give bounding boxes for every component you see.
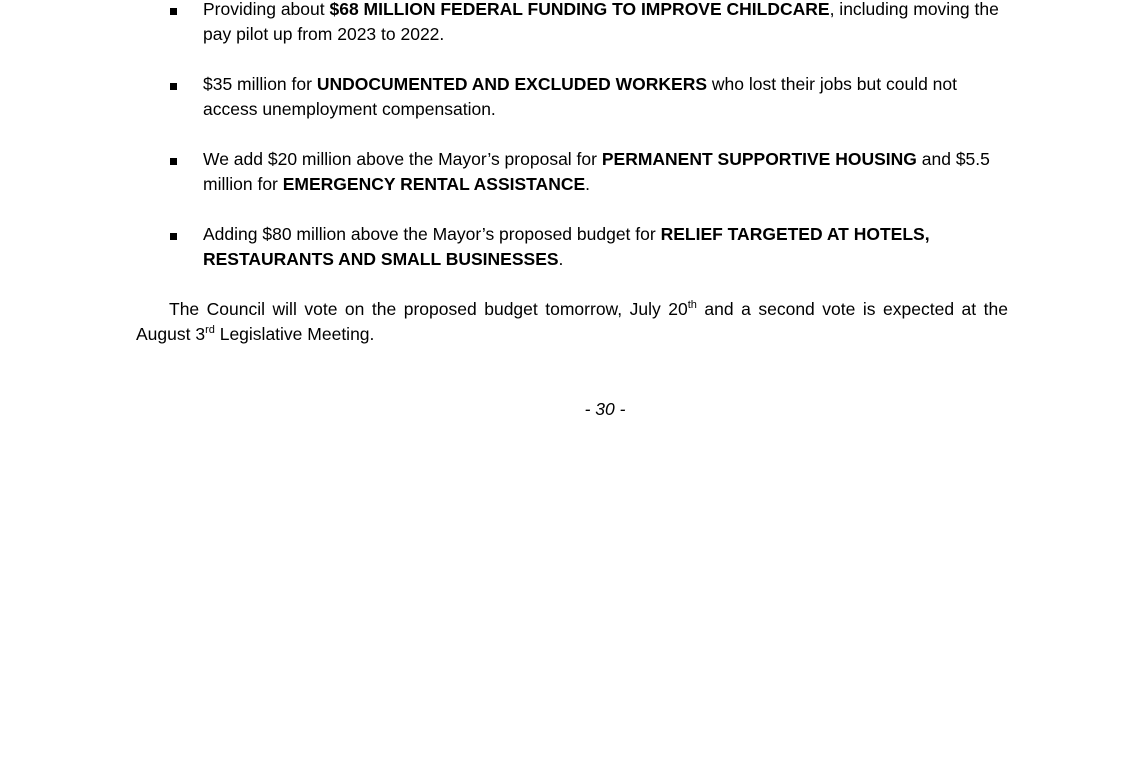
bullet-highlight: PERMANENT SUPPORTIVE HOUSING bbox=[601, 149, 917, 169]
bullet-text: $35 million for UNDOCUMENTED AND EXCLUDED WORKERS who lost their jobs but could not access unemployment compensation. bbox=[203, 74, 958, 119]
bullet-square-icon bbox=[170, 83, 177, 90]
bullet-highlight: $68 MILLION FEDERAL FUNDING TO IMPROVE CHILDCARE bbox=[329, 0, 830, 19]
bullet-text: Providing about $68 MILLION FEDERAL FUNDING TO IMPROVE CHILDCARE, including moving the pay pilot up from 2023 to 2022. bbox=[203, 0, 999, 44]
closing-paragraph: The Council will vote on the proposed budget tomorrow, July 20th and a second vote is expected at the August 3rd Legislative Meeting. bbox=[136, 299, 1008, 344]
bullet-highlight-secondary: EMERGENCY RENTAL ASSISTANCE bbox=[282, 174, 586, 194]
bullet-square-icon bbox=[170, 8, 177, 15]
bullet-highlight: RELIEF TARGETED AT HOTELS, RESTAURANTS AND SMALL BUSINESSES bbox=[203, 224, 930, 269]
bullet-text: We add $20 million above the Mayor’s proposal for PERMANENT SUPPORTIVE HOUSING and $5.5 million for EMERGENCY RENTAL ASSISTANCE. bbox=[203, 149, 990, 194]
bullet-text: Adding $80 million above the Mayor’s proposed budget for RELIEF TARGETED AT HOTELS, RESTAURANTS AND SMALL BUSINESSES. bbox=[203, 224, 930, 269]
bullet-highlight: UNDOCUMENTED AND EXCLUDED WORKERS bbox=[316, 74, 707, 94]
bullet-square-icon bbox=[170, 233, 177, 240]
bullet-square-icon bbox=[170, 158, 177, 165]
page-number: - 30 - bbox=[584, 399, 626, 419]
